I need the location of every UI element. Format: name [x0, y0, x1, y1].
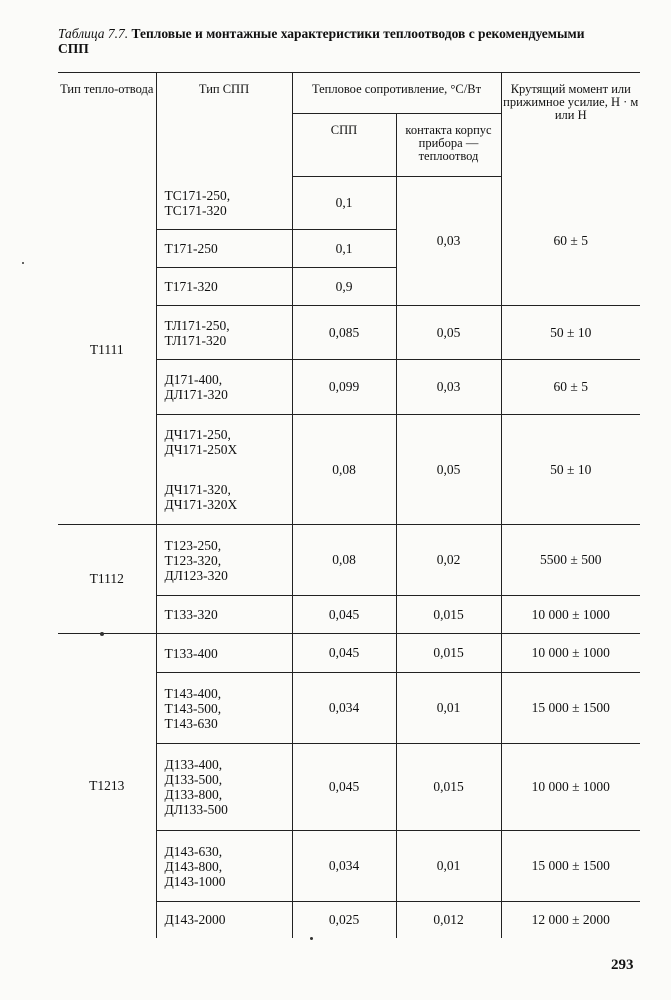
spp-type-cell: ТС171-250, ТС171-320 — [156, 177, 292, 230]
torque-cell: 50 ± 10 — [501, 306, 640, 360]
spp-type-cell: Т133-320 — [156, 596, 292, 634]
print-speck — [310, 937, 313, 940]
spp-resistance-cell: 0,034 — [292, 831, 396, 902]
contact-resistance-cell: 0,01 — [396, 673, 501, 744]
spp-type-cell: Д133-400, Д133-500, Д133-800, ДЛ133-500 — [156, 744, 292, 831]
spp-resistance-cell: 0,045 — [292, 634, 396, 673]
spp-type-cell: Д143-2000 — [156, 902, 292, 938]
header-torque: Крутящий момент или прижимное усилие, Н · м или Н — [501, 73, 640, 177]
contact-resistance-cell: 0,03 — [396, 177, 501, 306]
header-heatsink-type: Тип тепло-отвода — [58, 73, 156, 177]
spp-type-cell: ДЧ171-250, ДЧ171-250Х — [156, 415, 292, 470]
torque-cell: 10 000 ± 1000 — [501, 596, 640, 634]
spp-resistance-cell: 0,08 — [292, 415, 396, 525]
contact-resistance-cell: 0,012 — [396, 902, 501, 938]
header-contact: контакта корпус прибора — теплоотвод — [396, 114, 501, 177]
spp-type-cell: ДЧ171-320, ДЧ171-320Х — [156, 470, 292, 525]
torque-cell: 50 ± 10 — [501, 415, 640, 525]
torque-cell: 12 000 ± 2000 — [501, 902, 640, 938]
contact-resistance-cell: 0,015 — [396, 596, 501, 634]
spp-type-cell: Д143-630, Д143-800, Д143-1000 — [156, 831, 292, 902]
print-speck — [22, 262, 24, 264]
torque-cell: 10 000 ± 1000 — [501, 634, 640, 673]
torque-cell: 60 ± 5 — [501, 177, 640, 306]
contact-resistance-cell: 0,02 — [396, 525, 501, 596]
heatsink-cell: Т1111 — [58, 177, 156, 525]
torque-cell: 5500 ± 500 — [501, 525, 640, 596]
spp-resistance-cell: 0,099 — [292, 360, 396, 415]
spp-resistance-cell: 0,9 — [292, 268, 396, 306]
spp-type-cell: Д171-400, ДЛ171-320 — [156, 360, 292, 415]
spp-type-cell: Т171-320 — [156, 268, 292, 306]
torque-cell: 60 ± 5 — [501, 360, 640, 415]
contact-resistance-cell: 0,015 — [396, 744, 501, 831]
spp-type-cell: Т143-400, Т143-500, Т143-630 — [156, 673, 292, 744]
contact-resistance-cell: 0,015 — [396, 634, 501, 673]
contact-resistance-cell: 0,03 — [396, 360, 501, 415]
spp-type-cell: Т123-250, Т123-320, ДЛ123-320 — [156, 525, 292, 596]
header-spp: СПП — [292, 114, 396, 177]
spp-resistance-cell: 0,034 — [292, 673, 396, 744]
caption-text: Тепловые и монтажные характеристики теплоотводов с рекомендуемыми СПП — [58, 26, 585, 56]
contact-resistance-cell: 0,05 — [396, 415, 501, 525]
spp-resistance-cell: 0,025 — [292, 902, 396, 938]
spp-resistance-cell: 0,1 — [292, 230, 396, 268]
caption-prefix: Таблица 7.7. — [58, 26, 129, 41]
heatsink-cell: Т1213 — [58, 634, 156, 938]
spp-type-cell: Т171-250 — [156, 230, 292, 268]
torque-cell: 15 000 ± 1500 — [501, 831, 640, 902]
spp-resistance-cell: 0,045 — [292, 596, 396, 634]
spp-resistance-cell: 0,045 — [292, 744, 396, 831]
header-thermal-resistance: Тепловое сопротивление, °С/Вт — [292, 73, 501, 114]
heatsink-cell: Т1112 — [58, 525, 156, 634]
page-number: 293 — [611, 957, 634, 973]
spp-resistance-cell: 0,08 — [292, 525, 396, 596]
torque-cell: 10 000 ± 1000 — [501, 744, 640, 831]
heatsink-table — [58, 72, 640, 938]
torque-cell: 15 000 ± 1500 — [501, 673, 640, 744]
spp-resistance-cell: 0,085 — [292, 306, 396, 360]
spp-resistance-cell: 0,1 — [292, 177, 396, 230]
table-caption — [58, 26, 618, 56]
spp-type-cell: ТЛ171-250, ТЛ171-320 — [156, 306, 292, 360]
contact-resistance-cell: 0,01 — [396, 831, 501, 902]
contact-resistance-cell: 0,05 — [396, 306, 501, 360]
header-spp-type: Тип СПП — [156, 73, 292, 177]
print-speck — [100, 632, 104, 636]
spp-type-cell: Т133-400 — [156, 634, 292, 673]
